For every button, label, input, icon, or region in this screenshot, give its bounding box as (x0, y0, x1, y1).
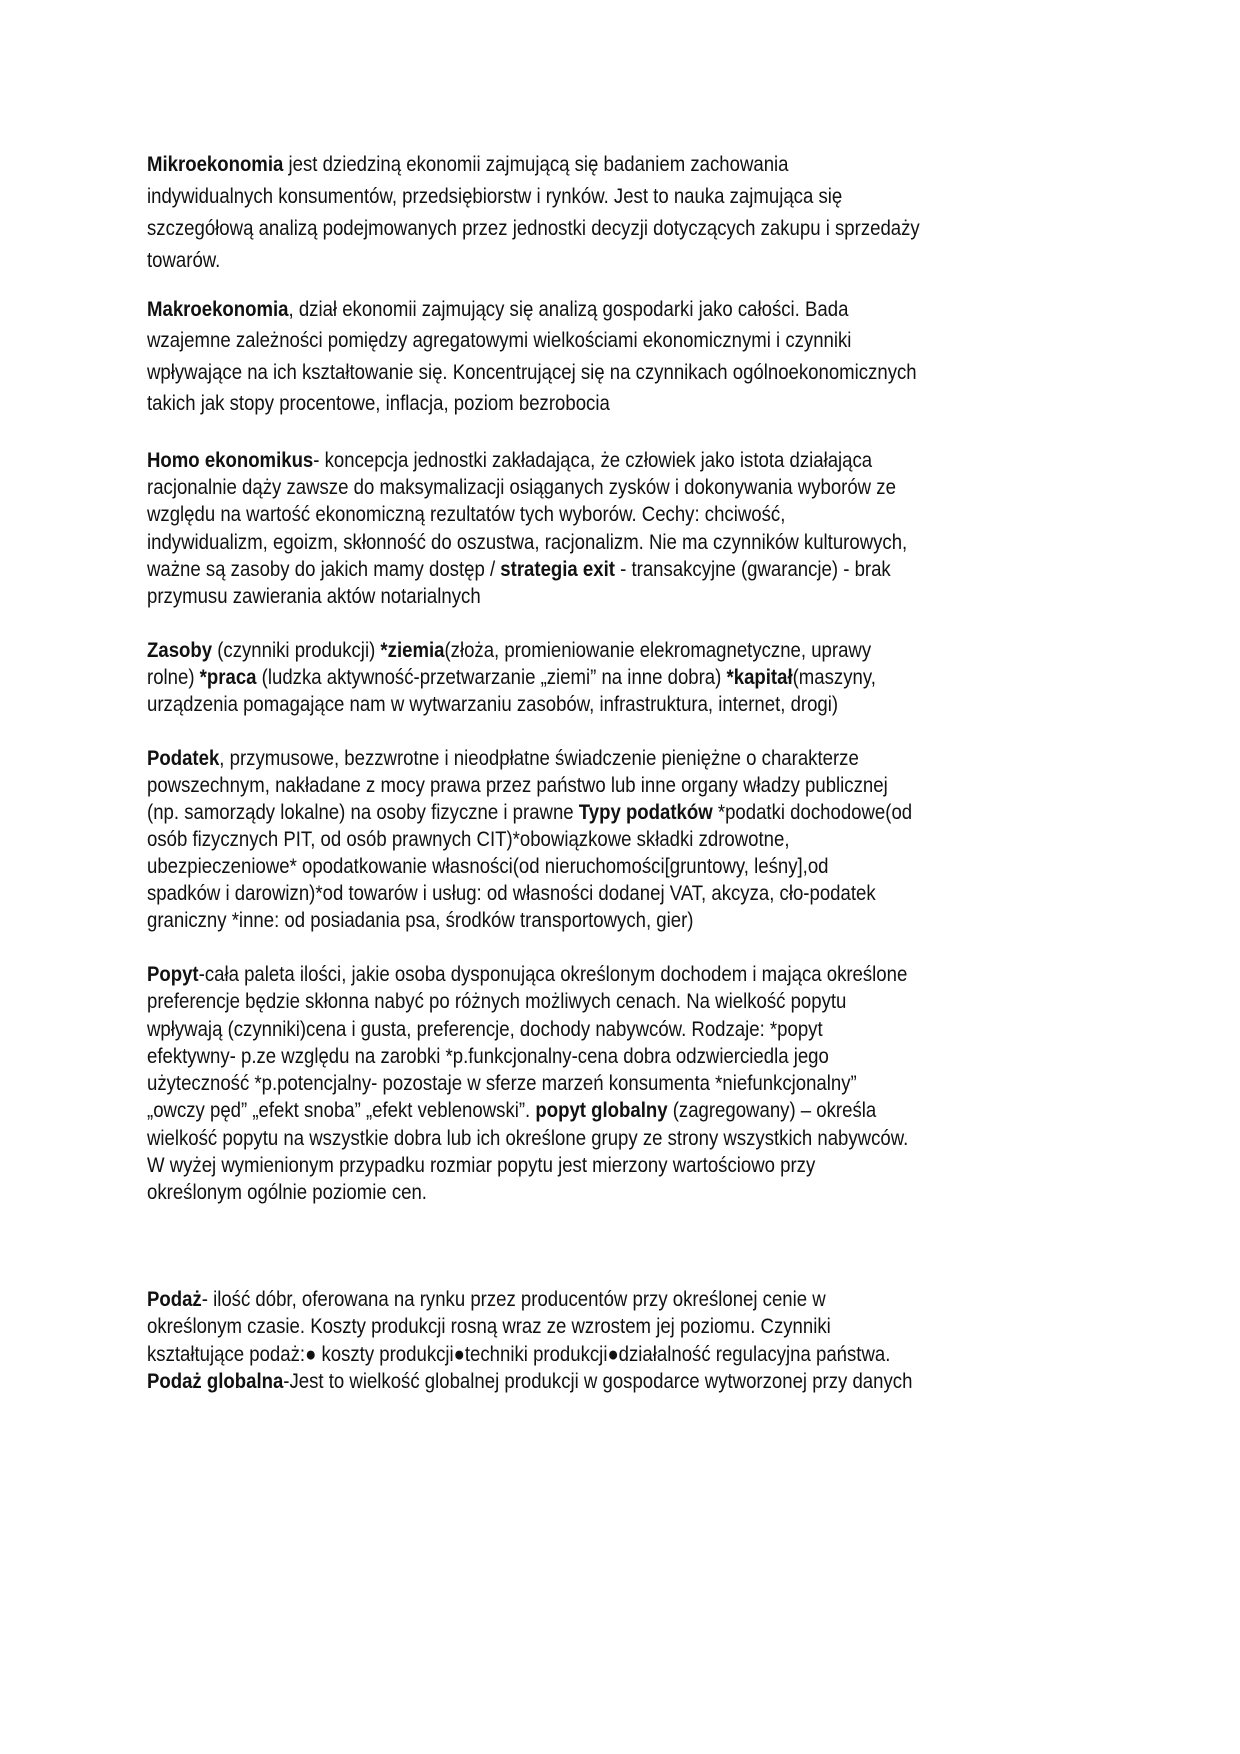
text-run: graniczny *inne: od posiadania psa, środków transportowych, gier) (147, 909, 694, 932)
text-line (147, 1045, 829, 1069)
text-line (147, 476, 896, 500)
bold-term: Typy podatków (578, 801, 713, 824)
bold-term: popyt globalny (535, 1099, 668, 1122)
text-line (147, 392, 610, 416)
text-line (147, 828, 790, 852)
text-run: - koncepcja jednostki zakładająca, że człowiek jako istota działająca (313, 449, 873, 472)
text-run: - transakcyjne (gwarancje) - brak (614, 558, 891, 581)
bold-term: Podaż (147, 1288, 202, 1311)
text-run: (np. samorządy lokalne) na osoby fizyczne i prawne (147, 801, 579, 824)
text-run: wpływają (czynniki)cena i gusta, preferencje, dochody nabywców. Rodzaje: *popyt (147, 1018, 823, 1041)
text-run: (czynniki produkcji) (212, 639, 381, 662)
text-run: spadków i darowizn)*od towarów i usług: od własności dodanej VAT, akcyza, cło-podatek (147, 882, 876, 905)
text-run: , przymusowe, bezzwrotne i nieodpłatne świadczenie pieniężne o charakterze (219, 747, 859, 770)
text-run: określonym czasie. Koszty produkcji rosną wraz ze wzrostem jej poziomu. Czynniki (147, 1315, 831, 1338)
text-line (147, 1315, 831, 1339)
text-run: - ilość dóbr, oferowana na rynku przez producentów przy określonej cenie w (201, 1288, 826, 1311)
text-line (147, 1072, 857, 1096)
text-line (147, 1181, 427, 1205)
bold-term: strategia exit (500, 558, 615, 581)
text-run: (złoża, promieniowanie elekromagnetyczne, uprawy (444, 639, 872, 662)
text-line (147, 882, 876, 906)
text-line (147, 1127, 908, 1151)
text-run: szczegółową analizą podejmowanych przez jednostki decyzji dotyczących zakupu i sprzedaży (147, 217, 920, 240)
text-run: , dział ekonomii zajmujący się analizą gospodarki jako całości. Bada (288, 298, 849, 321)
text-run: (zagregowany) – określa (667, 1099, 877, 1122)
text-line (147, 329, 851, 353)
text-line (147, 1154, 815, 1178)
text-line (147, 1370, 912, 1394)
text-run: względu na wartość ekonomiczną rezultatów tych wyborów. Cechy: chciwość, (147, 503, 786, 526)
text-line (147, 449, 872, 473)
text-line (147, 639, 871, 663)
text-line (147, 990, 846, 1014)
text-line (147, 153, 789, 177)
text-line (147, 531, 907, 555)
bold-term: Mikroekonomia (147, 153, 284, 176)
text-run: przymusu zawierania aktów notarialnych (147, 585, 481, 608)
text-run: W wyżej wymienionym przypadku rozmiar popytu jest mierzony wartościowo przy (147, 1154, 816, 1177)
text-run: takich jak stopy procentowe, inflacja, poziom bezrobocia (147, 392, 610, 415)
text-run: osób fizycznych PIT, od osób prawnych CIT)*obowiązkowe składki zdrowotne, (147, 828, 790, 851)
text-run: rolne) (147, 666, 200, 689)
text-run: kształtujące podaż:● koszty produkcji●techniki produkcji●działalność regulacyjna państwa. (147, 1343, 891, 1366)
text-run: (ludzka aktywność-przetwarzanie „ziemi” na inne dobra) (256, 666, 727, 689)
bold-term: Podaż globalna (147, 1370, 284, 1393)
bold-term: Zasoby (147, 639, 213, 662)
text-line (147, 801, 912, 825)
text-run: określonym ogólnie poziomie cen. (147, 1181, 427, 1204)
text-run: wzajemne zależności pomiędzy agregatowymi wielkościami ekonomicznymi i czynniki (147, 329, 852, 352)
text-run: indywidualnych konsumentów, przedsiębiorstw i rynków. Jest to nauka zajmująca się (147, 185, 843, 208)
text-line (147, 1018, 823, 1042)
text-run: wielkość popytu na wszystkie dobra lub ich określone grupy ze strony wszystkich nabywców. (147, 1127, 909, 1150)
text-run: efektywny- p.ze względu na zarobki *p.funkcjonalny-cena dobra odzwierciedla jego (147, 1045, 829, 1068)
text-run: jest dziedziną ekonomii zajmującą się badaniem zachowania (283, 153, 789, 176)
bold-term: Popyt (147, 963, 199, 986)
text-run: *podatki dochodowe(od (712, 801, 913, 824)
text-line (147, 963, 907, 987)
text-line (147, 747, 859, 771)
text-run: ubezpieczeniowe* opodatkowanie własności(od nieruchomości[gruntowy, leśny],od (147, 855, 829, 878)
text-line (147, 774, 888, 798)
text-line (147, 855, 829, 879)
text-run: racjonalnie dąży zawsze do maksymalizacji osiąganych zysków i dokonywania wyborów ze (147, 476, 896, 499)
text-line (147, 909, 694, 933)
text-run: -cała paleta ilości, jakie osoba dysponująca określonym dochodem i mająca określone (198, 963, 908, 986)
bold-term: *praca (199, 666, 257, 689)
text-run: preferencje będzie skłonna nabyć po różnych możliwych cenach. Na wielkość popytu (147, 990, 847, 1013)
text-line (147, 185, 842, 209)
text-run: „owczy pęd” „efekt snoba” „efekt veblenowski”. (147, 1099, 536, 1122)
bold-term: *kapitał (726, 666, 793, 689)
text-line (147, 361, 917, 385)
text-run: towarów. (147, 249, 221, 272)
bold-term: Homo ekonomikus (147, 449, 314, 472)
text-run: (maszyny, (792, 666, 876, 689)
text-run: urządzenia pomagające nam w wytwarzaniu zasobów, infrastruktura, internet, drogi) (147, 693, 839, 716)
bold-term: Podatek (147, 747, 220, 770)
bold-term: Makroekonomia (147, 298, 289, 321)
text-line (147, 217, 920, 241)
text-line (147, 1288, 826, 1312)
text-run: powszechnym, nakładane z mocy prawa przez państwo lub inne organy władzy publicznej (147, 774, 888, 797)
text-line (147, 1099, 876, 1123)
text-line (147, 558, 891, 582)
text-line (147, 1343, 890, 1367)
text-line (147, 503, 785, 527)
text-run: ważne są zasoby do jakich mamy dostęp / (147, 558, 501, 581)
text-run: użyteczność *p.potencjalny- pozostaje w sferze marzeń konsumenta *niefunkcjonalny” (147, 1072, 857, 1095)
text-run: -Jest to wielkość globalnej produkcji w gospodarce wytworzonej przy danych (283, 1370, 913, 1393)
text-run: wpływające na ich kształtowanie się. Koncentrującej się na czynnikach ogólnoekonomicznych (147, 361, 917, 384)
bold-term: *ziemia (380, 639, 445, 662)
text-line (147, 693, 838, 717)
text-line (147, 585, 481, 609)
text-line (147, 298, 848, 322)
text-run: indywidualizm, egoizm, skłonność do oszustwa, racjonalizm. Nie ma czynników kulturowych, (147, 531, 908, 554)
text-line (147, 249, 220, 273)
text-line (147, 666, 876, 690)
